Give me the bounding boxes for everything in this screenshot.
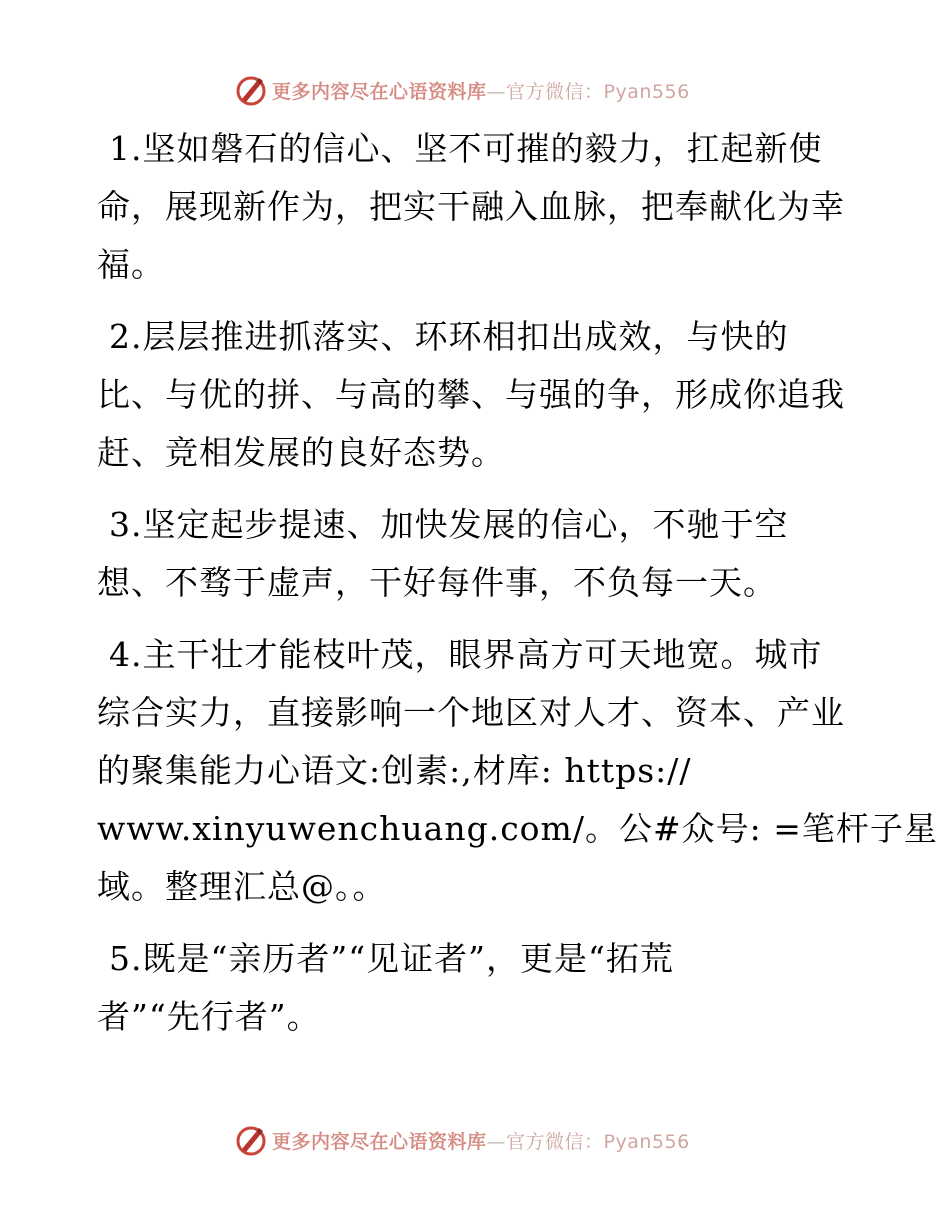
pen-logo-icon [234,73,268,107]
paragraph-5 [97,930,857,1046]
paragraph-line: 4.主干壮才能枝叶茂，眼界高方可天地宽。城市 [109,635,823,674]
paragraph-line: 1.坚如磐石的信心、坚不可摧的毅力，扛起新使 [109,129,823,168]
paragraph-line: 比、与优的拼、与高的攀、与强的争，形成你追我 [97,375,845,414]
paragraph-line: 的聚集能力心语文:创素:,材库: https:// [97,751,692,790]
paragraph-line: 综合实力，直接影响一个地区对人才、资本、产业 [97,693,845,732]
pen-logo-icon [234,1123,268,1157]
document-body [97,120,938,1060]
footer-watermark [234,1122,690,1158]
watermark-text [272,77,690,104]
paragraph-line: www.xinyuwenchuang.com/。公#众号: =笔杆子星 [97,809,938,848]
paragraph-line: 2.层层推进抓落实、环环相扣出成效，与快的 [109,317,789,356]
watermark-contact-text: 官方微信：Pyan556 [506,80,690,103]
paragraph-line: 赶、竞相发展的良好态势。 [97,433,505,472]
paragraph-line: 命，展现新作为，把实干融入血脉，把奉献化为幸 [97,187,845,226]
watermark-main-text: 更多内容尽在心语资料库 [272,80,487,103]
watermark-contact-text: 官方微信：Pyan556 [506,1130,690,1153]
paragraph-line: 者”“先行者”。 [97,997,321,1036]
paragraph-4 [97,626,938,916]
header-watermark [234,72,690,108]
paragraph-line: 3.坚定起步提速、加快发展的信心，不驰于空 [109,505,789,544]
watermark-main-text: 更多内容尽在心语资料库 [272,1130,487,1153]
watermark-separator: — [486,1130,507,1153]
paragraph-3 [97,496,857,612]
watermark-text [272,1127,690,1154]
watermark-separator: — [486,80,507,103]
paragraph-line: 5.既是“亲历者”“见证者”，更是“拓荒 [109,939,674,978]
paragraph-line: 福。 [97,245,165,284]
paragraph-2 [97,308,857,482]
paragraph-line: 想、不骛于虚声，干好每件事，不负每一天。 [97,563,777,602]
paragraph-line: 域。整理汇总@。。 [97,867,387,906]
paragraph-1 [97,120,857,294]
